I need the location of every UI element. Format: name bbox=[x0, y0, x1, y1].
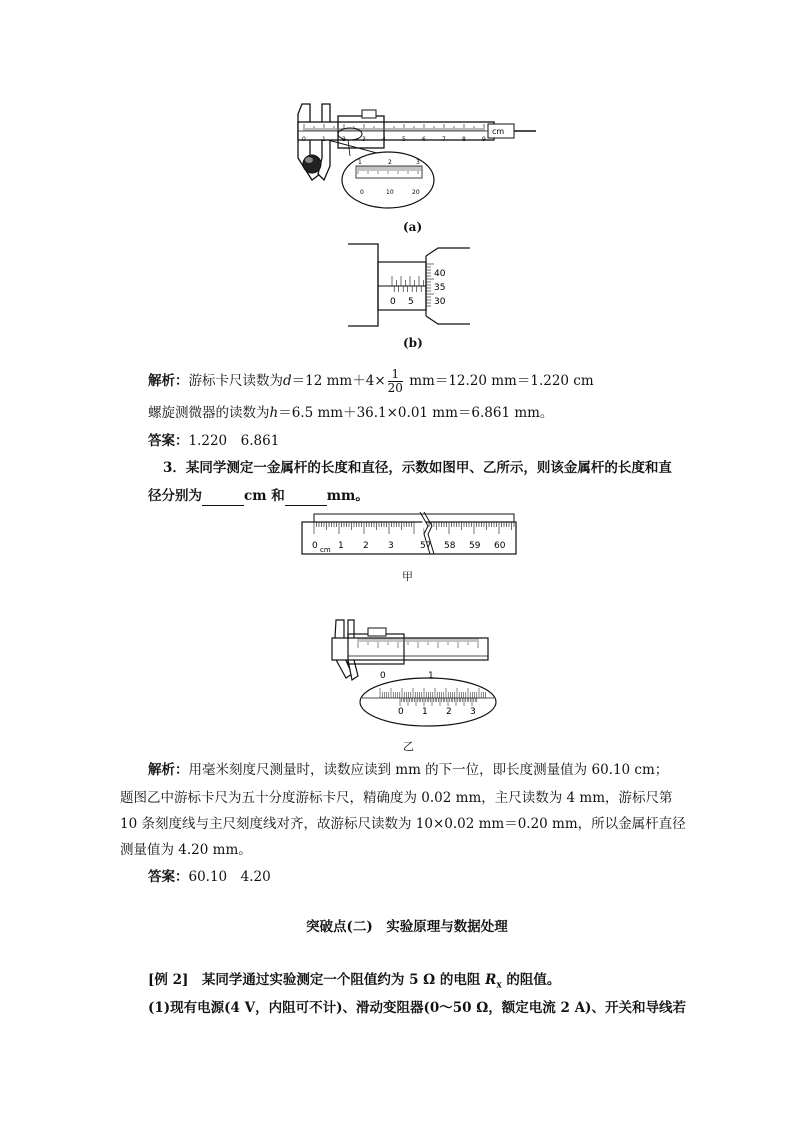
caliper-main-label: 2 bbox=[342, 136, 346, 143]
analysis2-line1 bbox=[148, 760, 668, 780]
example2-line bbox=[148, 970, 560, 996]
example2-text-b: 的阻值。 bbox=[501, 972, 561, 988]
ruler-tick-57: 57 bbox=[420, 541, 432, 551]
caliper-main-label: 5 bbox=[402, 136, 406, 143]
caliper-main-label: 1 bbox=[322, 136, 326, 143]
caliper2-vernier-3: 3 bbox=[470, 707, 476, 717]
ruler-figure-jia bbox=[300, 512, 520, 558]
thimble-40: 40 bbox=[434, 269, 446, 279]
example2-text-a: 某同学通过实验测定一个阻值约为 5 Ω 的电阻 bbox=[201, 972, 486, 988]
analysis1-label: 解析： bbox=[148, 373, 189, 389]
figure-yi-caption: 乙 bbox=[403, 740, 414, 753]
analysis1-text-c: mm＝12.20 mm＝1.220 cm bbox=[404, 373, 594, 389]
caliper2-vernier-0: 0 bbox=[398, 707, 404, 717]
section-title: 突破点(二) 实验原理与数据处理 bbox=[306, 919, 508, 935]
caliper-figure-yi bbox=[318, 616, 502, 728]
thimble-35: 35 bbox=[434, 283, 446, 293]
micrometer-sleeve-0: 0 bbox=[390, 297, 396, 307]
q3-line1: 3．某同学测定一金属杆的长度和直径，示数如图甲、乙所示，则该金属杆的长度和直 bbox=[163, 460, 672, 476]
caliper-main-label: 4 bbox=[382, 136, 386, 143]
analysis2-line3: 10 条刻度线与主尺刻度线对齐，故游标尺读数为 10×0.02 mm＝0.20 mm，所以金属杆直径 bbox=[120, 816, 686, 832]
micrometer-sleeve-5: 5 bbox=[408, 297, 414, 307]
caliper-main-label: 0 bbox=[302, 136, 306, 143]
vernier-bottom-10: 10 bbox=[386, 189, 394, 196]
thimble-30: 30 bbox=[434, 297, 446, 307]
vernier-top-1: 1 bbox=[358, 159, 362, 166]
caliper-main-label: 9 bbox=[482, 136, 486, 143]
analysis2-line4: 测量值为 4.20 mm。 bbox=[120, 842, 252, 858]
caliper-main-label: 8 bbox=[462, 136, 466, 143]
vernier-bottom-0: 0 bbox=[360, 189, 364, 196]
example2-var-r: R bbox=[485, 972, 497, 988]
fraction-1-20 bbox=[388, 368, 403, 395]
answer2-line bbox=[148, 867, 271, 887]
fraction-denominator: 20 bbox=[387, 381, 403, 395]
analysis1-line2-text: 螺旋测微器的读数为 bbox=[148, 405, 270, 421]
ruler-tick-58: 58 bbox=[444, 541, 456, 551]
q3-line2 bbox=[148, 486, 369, 506]
ruler-tick-2: 2 bbox=[363, 541, 369, 551]
q3-text-b: cm 和 bbox=[244, 488, 285, 504]
q3-blank-length bbox=[202, 491, 244, 506]
figure-jia-caption: 甲 bbox=[402, 570, 413, 583]
caliper-figure-a bbox=[288, 96, 540, 212]
ruler-tick-3: 3 bbox=[388, 541, 394, 551]
analysis1-text-a: 游标卡尺读数为 bbox=[188, 373, 283, 389]
fraction-numerator: 1 bbox=[388, 368, 403, 382]
ruler-cm-label: cm bbox=[320, 546, 331, 554]
caliper-cm-label: cm bbox=[492, 127, 505, 136]
analysis2-line2: 题图乙中游标卡尺为五十分度游标卡尺，精确度为 0.02 mm，主尺读数为 4 mm，游标尺第 bbox=[120, 790, 673, 806]
answer2-value: 60.10 4.20 bbox=[188, 869, 271, 885]
q3-blank-diameter bbox=[285, 491, 327, 506]
caliper2-main-1: 1 bbox=[428, 671, 434, 681]
caliper2-main-0: 0 bbox=[380, 671, 386, 681]
analysis2-label: 解析： bbox=[148, 762, 189, 778]
q3-text-a: 径分别为 bbox=[148, 488, 202, 504]
caliper-main-label: 3 bbox=[362, 136, 366, 143]
ruler-tick-0: 0 bbox=[312, 541, 318, 551]
analysis1-line2-formula: ＝6.5 mm＋36.1×0.01 mm＝6.861 mm。 bbox=[278, 405, 554, 421]
item1-line: (1)现有电源(4 V，内阻可不计)、滑动变阻器(0～50 Ω，额定电流 2 A)、开关和导线若 bbox=[148, 1000, 686, 1016]
caliper2-vernier-2: 2 bbox=[446, 707, 452, 717]
analysis1-var-d: d bbox=[283, 373, 292, 389]
answer2-label: 答案： bbox=[148, 869, 189, 885]
vernier-bottom-20: 20 bbox=[412, 189, 420, 196]
ruler-tick-1: 1 bbox=[338, 541, 344, 551]
ruler-tick-60: 60 bbox=[494, 541, 506, 551]
analysis2-line1-text: 用毫米刻度尺测量时，读数应读到 mm 的下一位，即长度测量值为 60.10 cm； bbox=[188, 762, 669, 778]
analysis1-text-b: ＝12 mm＋4× bbox=[291, 373, 386, 389]
answer1-label: 答案： bbox=[148, 433, 189, 449]
example2-sub-x: x bbox=[496, 980, 502, 991]
caliper-main-label: 7 bbox=[442, 136, 446, 143]
caliper2-vernier-1: 1 bbox=[422, 707, 428, 717]
answer1-line bbox=[148, 431, 279, 451]
q3-text-c: mm。 bbox=[326, 488, 369, 504]
figure-b-caption: (b) bbox=[403, 336, 423, 350]
analysis1-line1 bbox=[148, 368, 594, 395]
figure-a-caption: (a) bbox=[403, 220, 423, 234]
answer1-value: 1.220 6.861 bbox=[188, 433, 280, 449]
analysis1-line2 bbox=[148, 403, 553, 423]
analysis1-var-h: h bbox=[269, 405, 279, 421]
caliper-main-label: 6 bbox=[422, 136, 426, 143]
vernier-top-3: 3 bbox=[416, 159, 420, 166]
ruler-tick-59: 59 bbox=[469, 541, 481, 551]
micrometer-figure-b bbox=[348, 240, 470, 330]
vernier-top-2: 2 bbox=[388, 159, 392, 166]
example2-tag: [例 2] bbox=[148, 972, 189, 988]
